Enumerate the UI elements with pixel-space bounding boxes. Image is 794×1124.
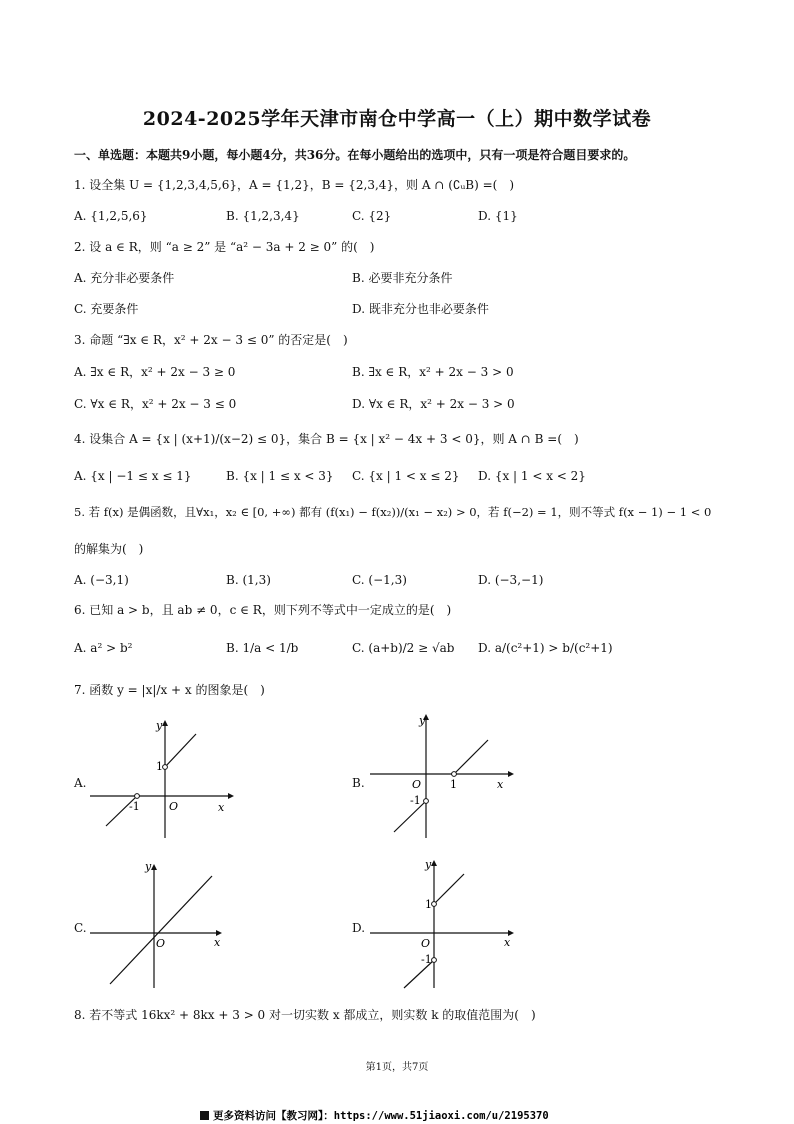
graph-c-x-label: x xyxy=(214,936,221,949)
graph-d-y-label: y xyxy=(425,858,432,871)
question-2-stem: 2. 设 a ∈ R，则 “a ≥ 2” 是 “a² − 3a + 2 ≥ 0” 的( ) xyxy=(74,240,375,254)
q4-option-a: A. {x | −1 ≤ x ≤ 1} xyxy=(74,469,192,483)
graph-b-x-label: x xyxy=(497,778,504,791)
graph-d-x-label: x xyxy=(504,936,511,949)
graph-b-origin: O xyxy=(412,778,422,791)
graph-a-label-neg1: -1 xyxy=(129,800,140,813)
q4-option-c: C. {x | 1 < x ≤ 2} xyxy=(352,469,460,483)
question-4-stem: 4. 设集合 A = {x | (x+1)/(x−2) ≤ 0}，集合 B = {x | x² − 4x + 3 < 0}，则 A ∩ B =( ) xyxy=(74,432,579,446)
q3-option-b: B. ∃x ∈ R，x² + 2x − 3 > 0 xyxy=(352,365,514,379)
graph-d-label-neg1: -1 xyxy=(421,953,432,966)
graph-a-label-1: 1 xyxy=(156,760,163,773)
question-8-stem: 8. 若不等式 16kx² + 8kx + 3 > 0 对一切实数 x 都成立，则实数 k 的取值范围为( ) xyxy=(74,1008,536,1022)
q1-option-b: B. {1,2,3,4} xyxy=(226,209,300,223)
q2-option-a: A. 充分非必要条件 xyxy=(74,271,175,285)
question-6-stem: 6. 已知 a > b，且 ab ≠ 0，c ∈ R，则下列不等式中一定成立的是( ) xyxy=(74,603,452,617)
q6-option-a: A. a² > b² xyxy=(74,641,133,655)
page-title: 2024-2025学年天津市南仓中学高一（上）期中数学试卷 xyxy=(142,108,652,130)
graph-c-y-label: y xyxy=(145,860,152,873)
question-3-stem: 3. 命题 “∃x ∈ R，x² + 2x − 3 ≤ 0” 的否定是( ) xyxy=(74,333,348,347)
graph-a-x-label: x xyxy=(218,801,225,814)
q3-option-c: C. ∀x ∈ R，x² + 2x − 3 ≤ 0 xyxy=(74,397,237,411)
bottom-link-text[interactable]: 更多资料访问【教习网】：https://www.51jiaoxi.com/u/2195370 xyxy=(213,1110,549,1122)
q2-option-b: B. 必要非充分条件 xyxy=(352,271,453,285)
question-1-stem: 1. 设全集 U = {1,2,3,4,5,6}，A = {1,2}，B = {2,3,4}，则 A ∩ (∁ᵤB) =( ) xyxy=(74,178,515,192)
graph-d-origin: O xyxy=(421,937,431,950)
q7-option-c: C. xyxy=(74,921,87,935)
q1-option-c: C. {2} xyxy=(352,209,392,223)
q6-option-b: B. 1/a < 1/b xyxy=(226,641,299,655)
question-5-stem: 5. 若 f(x) 是偶函数，且∀x₁，x₂ ∈ [0, +∞) 都有 (f(x₁) − f(x₂))/(x₁ − x₂) > 0，若 f(−2) = 1，则不等式 f(x − 1) − 1 < 0 xyxy=(74,505,712,519)
graph-b xyxy=(368,714,518,840)
graph-d xyxy=(368,856,518,990)
graph-a-origin: O xyxy=(169,800,179,813)
q4-option-b: B. {x | 1 ≤ x < 3} xyxy=(226,469,334,483)
q5-option-b: B. (1,3) xyxy=(226,573,271,587)
graph-b-label-1: 1 xyxy=(450,778,457,791)
q5-option-d: D. (−3,−1) xyxy=(478,573,544,587)
q3-option-a: A. ∃x ∈ R，x² + 2x − 3 ≥ 0 xyxy=(74,365,236,379)
q2-option-c: C. 充要条件 xyxy=(74,302,139,316)
graph-b-label-neg1: -1 xyxy=(410,794,421,807)
q6-option-d: D. a/(c²+1) > b/(c²+1) xyxy=(478,641,613,655)
q5-option-c: C. (−1,3) xyxy=(352,573,407,587)
q7-option-a: A. xyxy=(74,776,87,790)
graph-d-label-1: 1 xyxy=(425,898,432,911)
flag-icon xyxy=(200,1111,209,1120)
graph-c-origin: O xyxy=(156,937,166,950)
page-footer: 第1页，共7页 xyxy=(365,1062,429,1073)
q7-option-b: B. xyxy=(352,776,365,790)
q4-option-d: D. {x | 1 < x < 2} xyxy=(478,469,586,483)
question-5-stem-cont: 的解集为( ) xyxy=(74,542,144,556)
q2-option-d: D. 既非充分也非必要条件 xyxy=(352,302,489,316)
q7-option-d: D. xyxy=(352,921,366,935)
question-7-stem: 7. 函数 y = |x|/x + x 的图象是( ) xyxy=(74,683,265,697)
q6-option-c: C. (a+b)/2 ≥ √ab xyxy=(352,641,455,655)
q5-option-a: A. (−3,1) xyxy=(74,573,129,587)
graph-b-y-label: y xyxy=(419,714,426,727)
q1-option-d: D. {1} xyxy=(478,209,518,223)
q3-option-d: D. ∀x ∈ R，x² + 2x − 3 > 0 xyxy=(352,397,515,411)
graph-a xyxy=(88,714,238,840)
graph-c xyxy=(88,856,238,990)
q1-option-a: A. {1,2,5,6} xyxy=(74,209,148,223)
bottom-link-bar[interactable] xyxy=(200,1108,549,1123)
graph-a-y-label: y xyxy=(156,719,163,732)
section-heading: 一、单选题：本题共9小题，每小题4分，共36分。在每小题给出的选项中，只有一项是符合题目要求的。 xyxy=(74,148,636,162)
